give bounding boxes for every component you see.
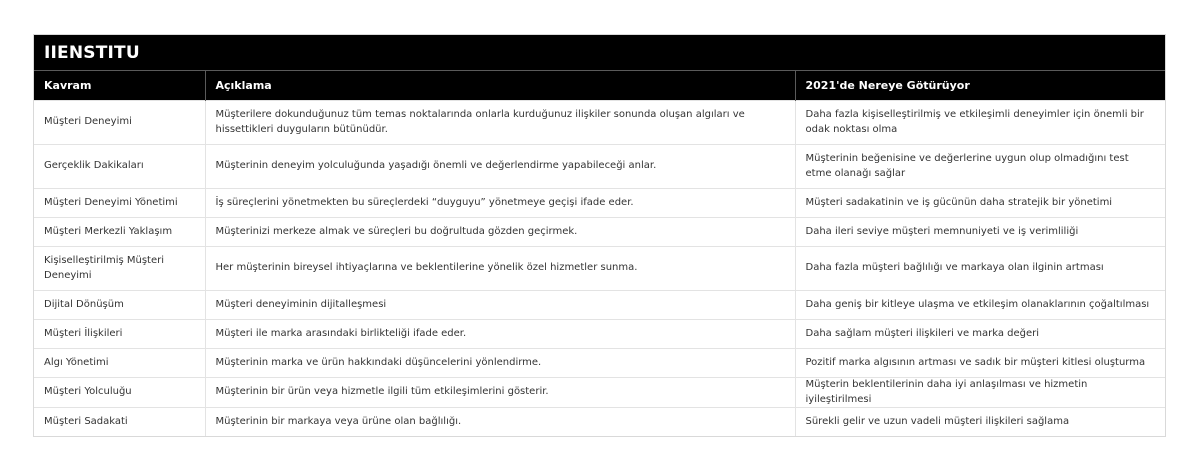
cell-concept: Dijital Dönüşüm — [34, 291, 205, 320]
table-row — [34, 378, 1165, 408]
concept-table — [34, 70, 1165, 436]
table-row — [34, 101, 1165, 145]
cell-concept: Kişiselleştirilmiş Müşteri Deneyimi — [34, 247, 205, 291]
cell-direction: Sürekli gelir ve uzun vadeli müşteri ilişkileri sağlama — [795, 408, 1165, 437]
info-table-card — [33, 34, 1166, 437]
brand-title: IIENSTITU — [34, 35, 1165, 70]
table-row — [34, 145, 1165, 189]
table-row — [34, 408, 1165, 437]
cell-direction: Daha sağlam müşteri ilişkileri ve marka değeri — [795, 320, 1165, 349]
table-row — [34, 349, 1165, 378]
cell-direction: Müşteri sadakatinin ve iş gücünün daha stratejik bir yönetimi — [795, 189, 1165, 218]
cell-direction: Pozitif marka algısının artması ve sadık bir müşteri kitlesi oluşturma — [795, 349, 1165, 378]
header-direction-2021: 2021'de Nereye Götürüyor — [795, 71, 1165, 101]
header-concept: Kavram — [34, 71, 205, 101]
cell-description: Müşteri deneyiminin dijitalleşmesi — [205, 291, 795, 320]
cell-concept: Algı Yönetimi — [34, 349, 205, 378]
cell-direction: Daha ileri seviye müşteri memnuniyeti ve iş verimliliği — [795, 218, 1165, 247]
cell-concept: Gerçeklik Dakikaları — [34, 145, 205, 189]
cell-description: Müşterilere dokunduğunuz tüm temas noktalarında onlarla kurduğunuz ilişkiler sonunda oluşan algıları ve hissettikleri duyguların bütünüdür. — [205, 101, 795, 145]
cell-concept: Müşteri Yolculuğu — [34, 378, 205, 408]
cell-concept: Müşteri Sadakati — [34, 408, 205, 437]
cell-description: Her müşterinin bireysel ihtiyaçlarına ve beklentilerine yönelik özel hizmetler sunma. — [205, 247, 795, 291]
table-row — [34, 320, 1165, 349]
cell-concept: Müşteri Deneyimi Yönetimi — [34, 189, 205, 218]
cell-description: Müşterinizi merkeze almak ve süreçleri bu doğrultuda gözden geçirmek. — [205, 218, 795, 247]
cell-description: Müşterinin bir ürün veya hizmetle ilgili tüm etkileşimlerini gösterir. — [205, 378, 795, 408]
cell-direction: Daha fazla kişiselleştirilmiş ve etkileşimli deneyimler için önemli bir odak noktası olma — [795, 101, 1165, 145]
cell-direction: Daha fazla müşteri bağlılığı ve markaya olan ilginin artması — [795, 247, 1165, 291]
cell-description: Müşterinin marka ve ürün hakkındaki düşüncelerini yönlendirme. — [205, 349, 795, 378]
cell-concept: Müşteri Deneyimi — [34, 101, 205, 145]
cell-concept: Müşteri İlişkileri — [34, 320, 205, 349]
cell-direction: Daha geniş bir kitleye ulaşma ve etkileşim olanaklarının çoğaltılması — [795, 291, 1165, 320]
cell-concept: Müşteri Merkezli Yaklaşım — [34, 218, 205, 247]
table-row — [34, 189, 1165, 218]
cell-description: Müşterinin deneyim yolculuğunda yaşadığı önemli ve değerlendirme yapabileceği anlar. — [205, 145, 795, 189]
cell-description: Müşteri ile marka arasındaki birlikteliği ifade eder. — [205, 320, 795, 349]
cell-description: Müşterinin bir markaya veya ürüne olan bağlılığı. — [205, 408, 795, 437]
table-header-row — [34, 71, 1165, 101]
table-row — [34, 291, 1165, 320]
cell-direction: Müşterin beklentilerinin daha iyi anlaşılması ve hizmetin iyileştirilmesi — [795, 378, 1165, 408]
table-row — [34, 218, 1165, 247]
cell-direction: Müşterinin beğenisine ve değerlerine uygun olup olmadığını test etme olanağı sağlar — [795, 145, 1165, 189]
header-description: Açıklama — [205, 71, 795, 101]
table-row — [34, 247, 1165, 291]
cell-description: İş süreçlerini yönetmekten bu süreçlerdeki “duyguyu” yönetmeye geçişi ifade eder. — [205, 189, 795, 218]
